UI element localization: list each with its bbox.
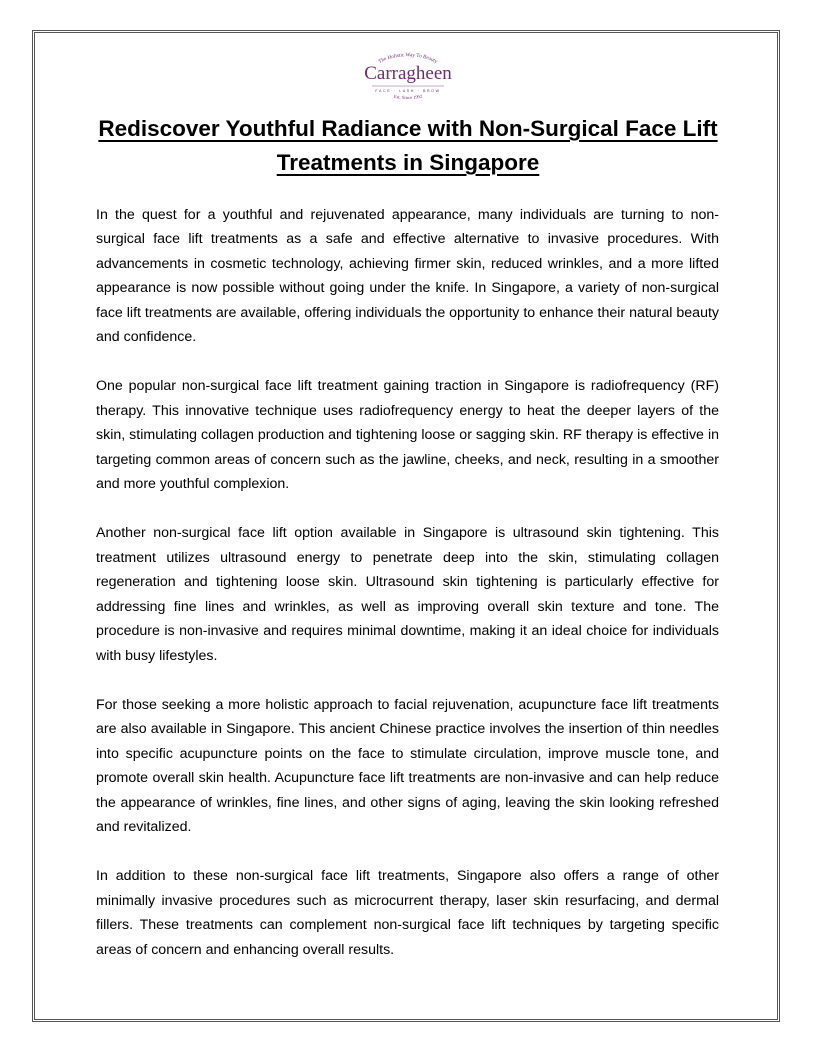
carragheen-logo: [348, 44, 468, 112]
paragraph-3: Another non-surgical face lift option available in Singapore is ultrasound skin tightening. This treatment utilizes ultrasound energy to penetrate deep into the skin, stimulating collagen regeneration and tightening loose skin. Ultrasound skin tightening is particularly effective for addressing fine lines and wrinkles, as well as improving overall skin texture and tone. The procedure is non-invasive and requires minimal downtime, making it an ideal choice for individuals with busy lifestyles.: [96, 525, 719, 664]
logo-tagline-mid: FACE · LASH · BROW: [375, 89, 441, 93]
article-body: [96, 203, 719, 987]
logo-brand: Carragheen: [364, 63, 452, 84]
paragraph-4: For those seeking a more holistic approach to facial rejuvenation, acupuncture face lift treatments are also available in Singapore. This ancient Chinese practice involves the insertion of thin needles into specific acupuncture points on the face to stimulate circulation, improve muscle tone, and promote overall skin health. Acupuncture face lift treatments are non-invasive and can help reduce the appearance of wrinkles, fine lines, and other signs of aging, leaving the skin looking refreshed and revitalized.: [96, 696, 719, 835]
paragraph-1: In the quest for a youthful and rejuvenated appearance, many individuals are turning to non-surgical face lift treatments as a safe and effective alternative to invasive procedures. With advancements in cosmetic technology, achieving firmer skin, reduced wrinkles, and a more lifted appearance is now possible without going under the knife. In Singapore, a variety of non-surgical face lift treatments are available, offering individuals the opportunity to enhance their natural beauty and confidence.: [96, 207, 719, 346]
paragraph-5: In addition to these non-surgical face lift treatments, Singapore also offers a range of other minimally invasive procedures such as microcurrent therapy, laser skin resurfacing, and dermal fillers. These treatments can complement non-surgical face lift techniques by targeting specific areas of concern and enhancing overall results.: [96, 868, 719, 958]
logo-tagline-bottom: Est. Since 1992: [393, 93, 423, 101]
logo-tagline-top: The Holistic Way To Beauty: [377, 52, 439, 65]
paragraph-2: One popular non-surgical face lift treatment gaining traction in Singapore is radiofrequency (RF) therapy. This innovative technique uses radiofrequency energy to heat the deeper layers of the skin, stimulating collagen production and tightening loose or sagging skin. RF therapy is effective in targeting common areas of concern such as the jawline, cheeks, and neck, resulting in a smoother and more youthful complexion.: [96, 378, 719, 493]
logo-graphic: [348, 44, 468, 112]
page-title: Rediscover Youthful Radiance with Non-Surgical Face Lift Treatments in Singapore: [98, 116, 718, 175]
